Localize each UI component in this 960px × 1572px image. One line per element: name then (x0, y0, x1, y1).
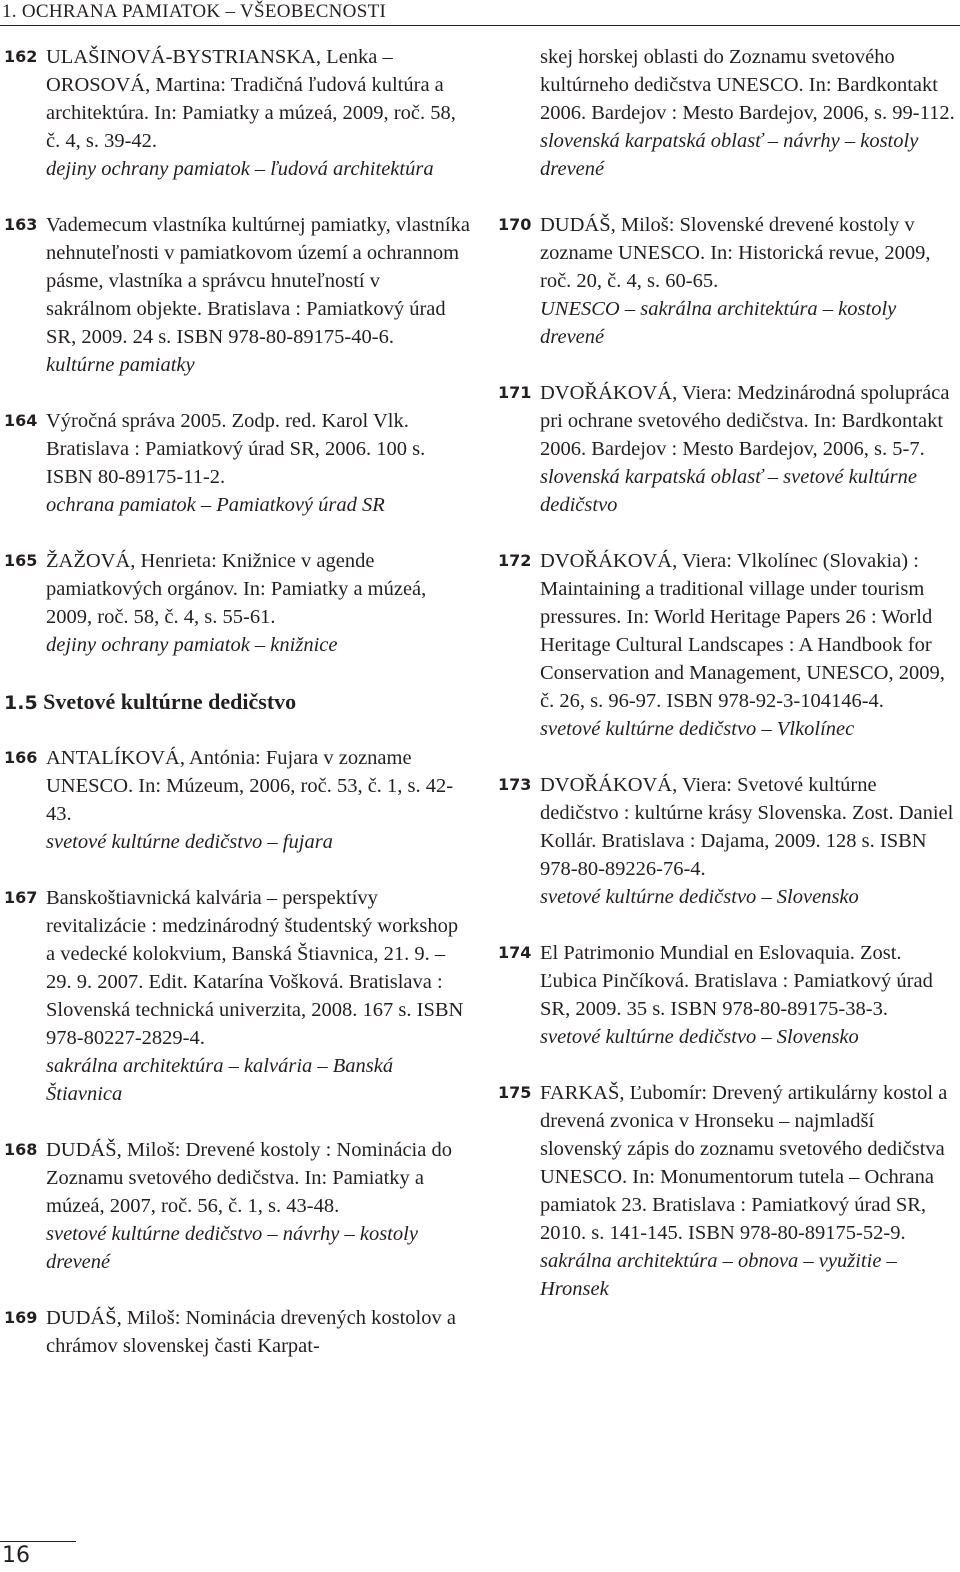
entry-keywords: dejiny ochrany pamiatok – knižnice (46, 634, 338, 656)
entry-text: skej horskej oblasti do Zoznamu svetového kultúrneho dedičstva UNESCO. In: Bardkontakt 2006. Bardejov : Mesto Bardejov, 2006, s. 99-112. (540, 46, 955, 124)
entry-keywords: ochrana pamiatok – Pamiatkový úrad SR (46, 494, 385, 516)
page-number: 16 (2, 1543, 30, 1568)
entry-number: 165 (4, 551, 38, 570)
bib-entry-169-continued (494, 43, 960, 183)
footer-rule (0, 1541, 76, 1542)
right-column (494, 43, 960, 1303)
entry-keywords: svetové kultúrne dedičstvo – Slovensko (540, 886, 859, 908)
entry-keywords: slovenská karpatská oblasť – svetové kultúrne dedičstvo (540, 466, 917, 516)
bib-entry-164 (0, 407, 470, 519)
bib-entry-175 (494, 1079, 960, 1303)
entry-number: 168 (4, 1140, 38, 1159)
entry-number: 170 (498, 215, 532, 234)
bib-entry-169 (0, 1304, 470, 1360)
entry-text: DUDÁŠ, Miloš: Slovenské drevené kostoly v zozname UNESCO. In: Historická revue, 2009, roč. 20, č. 4, s. 60-65. (540, 214, 931, 292)
bib-entry-162 (0, 43, 470, 183)
entry-keywords: svetové kultúrne dedičstvo – návrhy – kostoly drevené (46, 1223, 418, 1273)
entry-keywords: UNESCO – sakrálna architektúra – kostoly drevené (540, 298, 897, 348)
entry-text: ULAŠINOVÁ-BYSTRIANSKA, Lenka – OROSOVÁ, Martina: Tradičná ľudová kultúra a architektúra. In: Pamiatky a múzeá, 2009, roč. 58, č. 4, s. 39-42. (46, 46, 456, 152)
entry-text: Banskoštiavnická kalvária – perspektívy revitalizácie : medzinárodný študentský workshop a vedecké kolokvium, Banská Štiavnica, 21. 9. – 29. 9. 2007. Edit. Katarína Vošková. Bratislava : Slovenská technická univerzita, 2008. 167 s. ISBN 978-80227-2829-4. (46, 887, 464, 1049)
entry-keywords: kultúrne pamiatky (46, 354, 195, 376)
entry-number: 172 (498, 551, 532, 570)
bib-entry-165 (0, 547, 470, 659)
entry-text: Vademecum vlastníka kultúrnej pamiatky, vlastníka nehnuteľnosti v pamiatkovom území a ochrannom pásme, vlastníka a správcu hnuteľností v sakrálnom objekte. Bratislava : Pamiatkový úrad SR, 2009. 24 s. ISBN 978-80-89175-40-6. (46, 214, 470, 348)
entry-number: 167 (4, 888, 38, 907)
entry-keywords: sakrálna architektúra – obnova – využitie – Hronsek (540, 1250, 897, 1300)
entry-text: ŽAŽOVÁ, Henrieta: Knižnice v agende pamiatkových orgánov. In: Pamiatky a múzeá, 2009, roč. 58, č. 4, s. 55-61. (46, 550, 427, 628)
bib-entry-167 (0, 884, 470, 1108)
entry-keywords: slovenská karpatská oblasť – návrhy – kostoly drevené (540, 130, 919, 180)
bib-entry-170 (494, 211, 960, 351)
entry-text: ANTALÍKOVÁ, Antónia: Fujara v zozname UNESCO. In: Múzeum, 2006, roč. 53, č. 1, s. 42-43. (46, 747, 454, 825)
bib-entry-166 (0, 744, 470, 856)
bib-entry-174 (494, 939, 960, 1051)
entry-text: DVOŘÁKOVÁ, Viera: Vlkolínec (Slovakia) : Maintaining a traditional village under tourism pressures. In: World Heritage Papers 26 : World Heritage Cultural Landscapes : A Handbook for Conservation and Management, UNESCO, 2009, č. 26, s. 96-97. ISBN 978-92-3-104146-4. (540, 550, 945, 712)
section-title-text: Svetové kultúrne dedičstvo (43, 689, 297, 714)
entry-text: El Patrimonio Mundial en Eslovaquia. Zost. Ľubica Pinčíková. Bratislava : Pamiatkový úrad SR, 2009. 35 s. ISBN 978-80-89175-38-3. (540, 942, 933, 1020)
entry-keywords: svetové kultúrne dedičstvo – fujara (46, 831, 333, 853)
entry-number: 174 (498, 943, 532, 962)
running-header-title: 1. OCHRANA PAMIATOK – VŠEOBECNOSTI (2, 1, 387, 22)
entry-number: 169 (4, 1308, 38, 1327)
running-header (0, 0, 960, 26)
entry-keywords: dejiny ochrany pamiatok – ľudová architektúra (46, 158, 434, 180)
entry-number: 162 (4, 47, 38, 66)
section-number: 1.5 (4, 692, 38, 714)
entry-text: FARKAŠ, Ľubomír: Drevený artikulárny kostol a drevená zvonica v Hronseku – najmladší slovenský zápis do zoznamu svetového dedičstva UNESCO. In: Monumentorum tutela – Ochrana pamiatok 23. Bratislava : Pamiatkový úrad SR, 2010. s. 141-145. ISBN 978-80-89175-52-9. (540, 1082, 948, 1244)
entry-number: 164 (4, 411, 38, 430)
entry-keywords: svetové kultúrne dedičstvo – Slovensko (540, 1026, 859, 1048)
entry-text: DUDÁŠ, Miloš: Drevené kostoly : Nominácia do Zoznamu svetového dedičstva. In: Pamiatky a múzeá, 2007, roč. 56, č. 1, s. 43-48. (46, 1139, 452, 1217)
entry-number: 175 (498, 1083, 532, 1102)
entry-number: 173 (498, 775, 532, 794)
entry-number: 171 (498, 383, 532, 402)
entry-text: DUDÁŠ, Miloš: Nominácia drevených kostolov a chrámov slovenskej časti Karpat- (46, 1307, 456, 1357)
entry-text: Výročná správa 2005. Zodp. red. Karol Vlk. Bratislava : Pamiatkový úrad SR, 2006. 100 s. ISBN 80-89175-11-2. (46, 410, 426, 488)
bib-entry-173 (494, 771, 960, 911)
entry-text: DVOŘÁKOVÁ, Viera: Medzinárodná spolupráca pri ochrane svetového dedičstva. In: Bardkontakt 2006. Bardejov : Mesto Bardejov, 2006, s. 5-7. (540, 382, 950, 460)
bib-entry-168 (0, 1136, 470, 1276)
bib-entry-163 (0, 211, 470, 379)
entry-text: DVOŘÁKOVÁ, Viera: Svetové kultúrne dedičstvo : kultúrne krásy Slovenska. Zost. Daniel Kollár. Bratislava : Dajama, 2009. 128 s. ISBN 978-80-89226-76-4. (540, 774, 954, 880)
entry-keywords: svetové kultúrne dedičstvo – Vlkolínec (540, 718, 855, 740)
entry-number: 166 (4, 748, 38, 767)
bib-entry-172 (494, 547, 960, 743)
left-column (0, 43, 470, 1360)
entry-keywords: sakrálna architektúra – kalvária – Banská Štiavnica (46, 1055, 394, 1105)
section-heading (0, 687, 470, 718)
entry-number: 163 (4, 215, 38, 234)
bib-entry-171 (494, 379, 960, 519)
